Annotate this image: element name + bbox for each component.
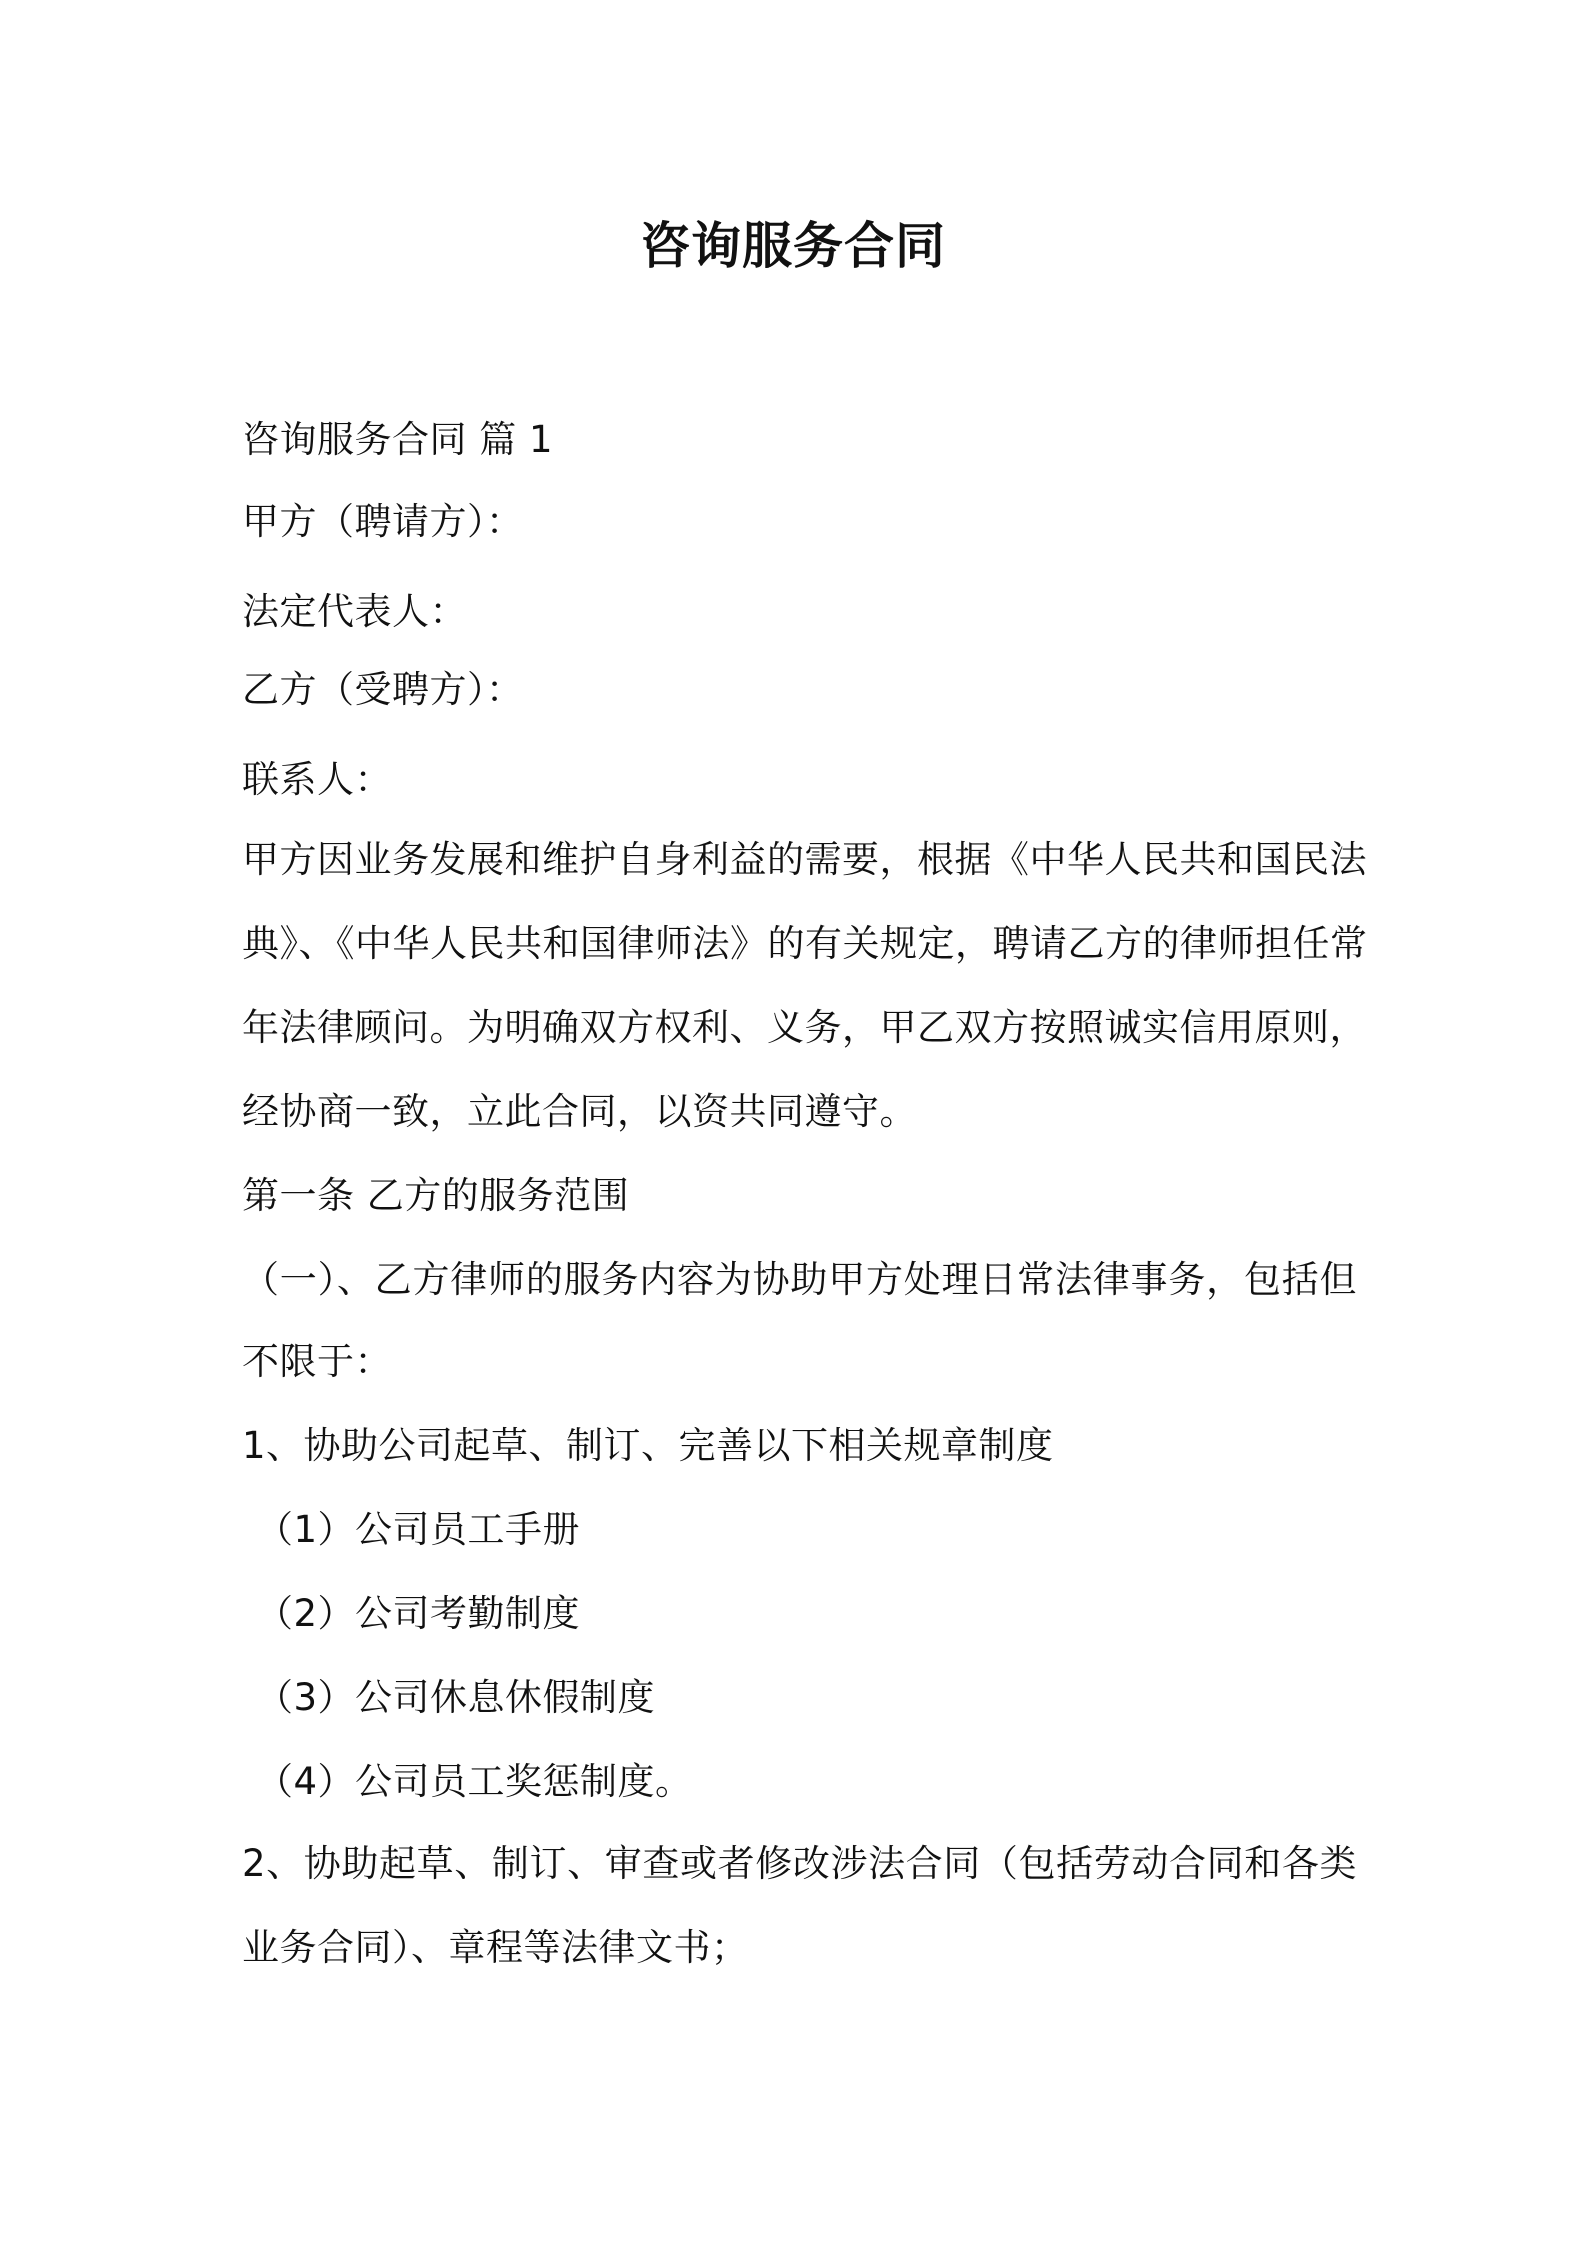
preamble-line: 甲方因业务发展和维护自身利益的需要，根据《中华人民共和国民法: [242, 838, 1367, 881]
legal-representative-label: 法定代表人：: [242, 590, 467, 633]
sub-list-item: （2）公司考勤制度: [256, 1592, 581, 1635]
clause-line: （一）、乙方律师的服务内容为协助甲方处理日常法律事务，包括但: [242, 1258, 1357, 1301]
clause-line: 不限于：: [242, 1340, 392, 1383]
party-b-label: 乙方（受聘方）：: [242, 668, 524, 711]
preamble-line: 典》、《中华人民共和国律师法》的有关规定，聘请乙方的律师担任常: [242, 922, 1368, 965]
preamble-line: 年法律顾问。为明确双方权利、义务，甲乙双方按照诚实信用原则，: [242, 1006, 1367, 1049]
preamble-line: 经协商一致，立此合同，以资共同遵守。: [242, 1090, 917, 1133]
list-item: 业务合同）、章程等法律文书；: [242, 1926, 749, 1969]
sub-list-item: （4）公司员工奖惩制度。: [256, 1760, 693, 1803]
party-a-label: 甲方（聘请方）：: [242, 500, 524, 543]
section-heading: 咨询服务合同 篇 1: [242, 418, 554, 461]
document-title: 咨询服务合同: [640, 217, 946, 275]
contact-person-label: 联系人：: [242, 758, 392, 801]
article-heading: 第一条 乙方的服务范围: [242, 1174, 630, 1217]
sub-list-item: （3）公司休息休假制度: [256, 1676, 656, 1719]
list-item: 1、协助公司起草、制订、完善以下相关规章制度: [242, 1424, 1054, 1467]
list-item: 2、协助起草、制订、审查或者修改涉法合同（包括劳动合同和各类: [242, 1842, 1357, 1885]
sub-list-item: （1）公司员工手册: [256, 1508, 581, 1551]
